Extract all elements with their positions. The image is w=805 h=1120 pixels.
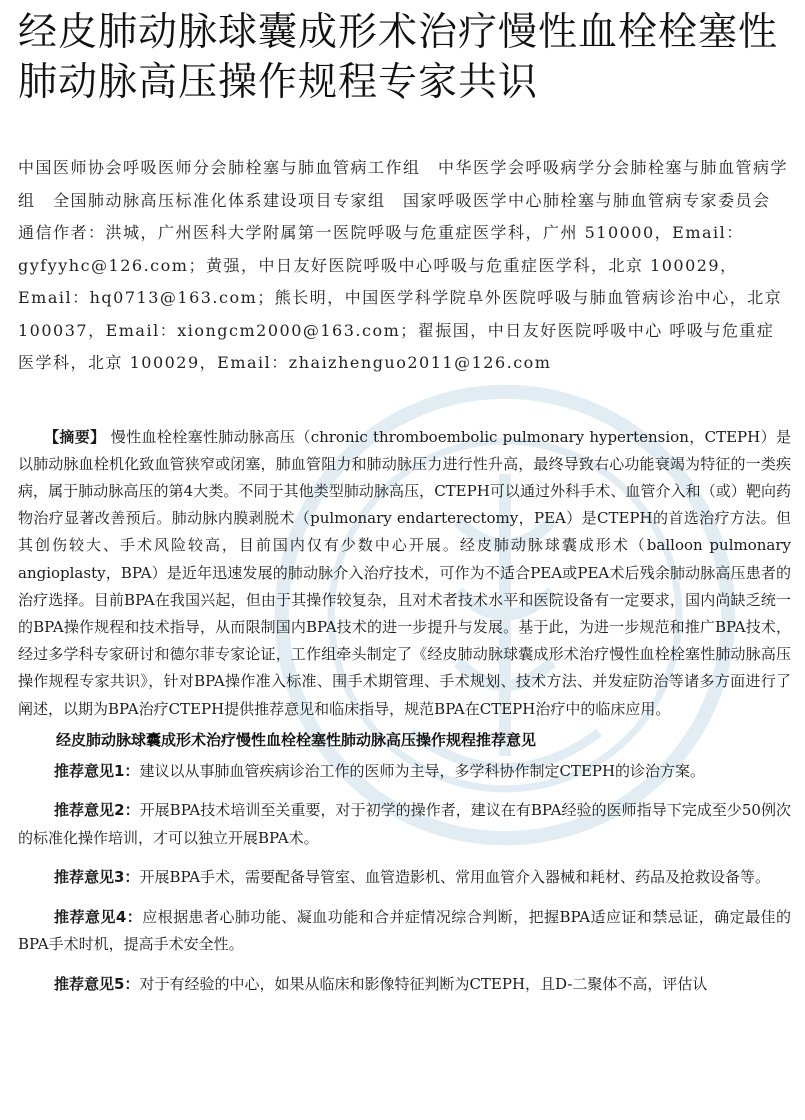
correspondence-info: 通信作者：洪城，广州医科大学附属第一医院呼吸与危重症医学科，广州 510000，Email：gyfyyhc@126.com；黄强，中日友好医院呼吸中心呼吸与危重症医学科，北京 100029，Email：hq0713@163.com；熊长明，中国医学科学院阜外医院呼吸与肺血管病诊治中心，北京 100037，Email：xiongcm2000@163.com；翟振国，中日友好医院呼吸中心 呼吸与危重症医学科，北京 100029，Email：zhaizhenguo2011@126.com: [18, 223, 783, 372]
recommendation-text: 开展BPA技术培训至关重要，对于初学的操作者，建议在有BPA经验的医师指导下完成至少50例次的标准化操作培训，才可以独立开展BPA术。: [18, 801, 791, 847]
recommendation-item: [18, 758, 791, 786]
recommendation-item: [18, 864, 791, 892]
abstract-label: 【摘要】: [44, 427, 106, 446]
recommendation-label: 推荐意见5：: [54, 974, 140, 993]
recommendation-label: 推荐意见2：: [54, 801, 140, 820]
recommendation-text: 对于有经验的中心，如果从临床和影像特征判断为CTEPH，且D-二聚体不高，评估认: [139, 974, 708, 993]
author-groups: 中国医师协会呼吸医师分会肺栓塞与肺血管病工作组 中华医学会呼吸病学分会肺栓塞与肺血管病学组 全国肺动脉高压标准化体系建设项目专家组 国家呼吸医学中心肺栓塞与肺血管病专家委员会: [18, 158, 789, 210]
recommendation-text: 建议以从事肺血管疾病诊治工作的医师为主导，多学科协作制定CTEPH的诊治方案。: [139, 761, 706, 780]
recommendation-text: 开展BPA手术，需要配备导管室、血管造影机、常用血管介入器械和耗材、药品及抢救设备等。: [139, 868, 771, 887]
recommendation-item: [18, 797, 791, 852]
article-title: 经皮肺动脉球囊成形术治疗慢性血栓栓塞性肺动脉高压操作规程专家共识: [18, 10, 779, 105]
recommendation-label: 推荐意见4：: [54, 907, 143, 926]
author-block: [18, 152, 791, 380]
abstract-text: 慢性血栓栓塞性肺动脉高压（chronic thromboembolic pulmonary hypertension，CTEPH）是以肺动脉血栓机化致血管狭窄或闭塞，肺血管阻力和肺动脉压力进行性升高，最终导致右心功能衰竭为特征的一类疾病，属于肺动脉高压的第4大类。不同于其他类型肺动脉高压，CTEPH可以通过外科手术、血管介入和（或）靶向药物治疗显著改善预后。肺动脉内膜剥脱术（pulmonary endarterectomy，PEA）是CTEPH的首选治疗方法。但其创伤较大、手术风险较高，目前国内仅有少数中心开展。经皮肺动脉球囊成形术（balloon pulmonary angioplasty，BPA）是近年迅速发展的肺动脉介入治疗技术，可作为不适合PEA或PEA术后残余肺动脉高压患者的治疗选择。目前BPA在我国兴起，但由于其操作较复杂，且对术者技术水平和医院设备有一定要求，国内尚缺乏统一的BPA操作规程和技术指导，从而限制国内BPA技术的进一步提升与发展。基于此，为进一步规范和推广BPA技术，经过多学科专家研讨和德尔菲专家论证，工作组牵头制定了《经皮肺动脉球囊成形术治疗慢性血栓栓塞性肺动脉高压操作规程专家共识》，针对BPA操作准入标准、围手术期管理、手术规划、技术方法、并发症防治等诸多方面进行了阐述，以期为BPA治疗CTEPH提供推荐意见和临床指导，规范BPA在CTEPH治疗中的临床应用。: [18, 427, 791, 718]
recommendation-label: 推荐意见3：: [54, 868, 140, 887]
recommendation-item: [18, 971, 791, 999]
recommendations-heading: 经皮肺动脉球囊成形术治疗慢性血栓栓塞性肺动脉高压操作规程推荐意见: [56, 730, 537, 749]
abstract-section: [18, 424, 791, 723]
recommendation-item: [18, 904, 791, 959]
recommendation-label: 推荐意见1：: [54, 761, 140, 780]
recommendation-text: 应根据患者心肺功能、凝血功能和合并症情况综合判断，把握BPA适应证和禁忌证，确定最佳的BPA手术时机，提高手术安全性。: [18, 907, 791, 954]
